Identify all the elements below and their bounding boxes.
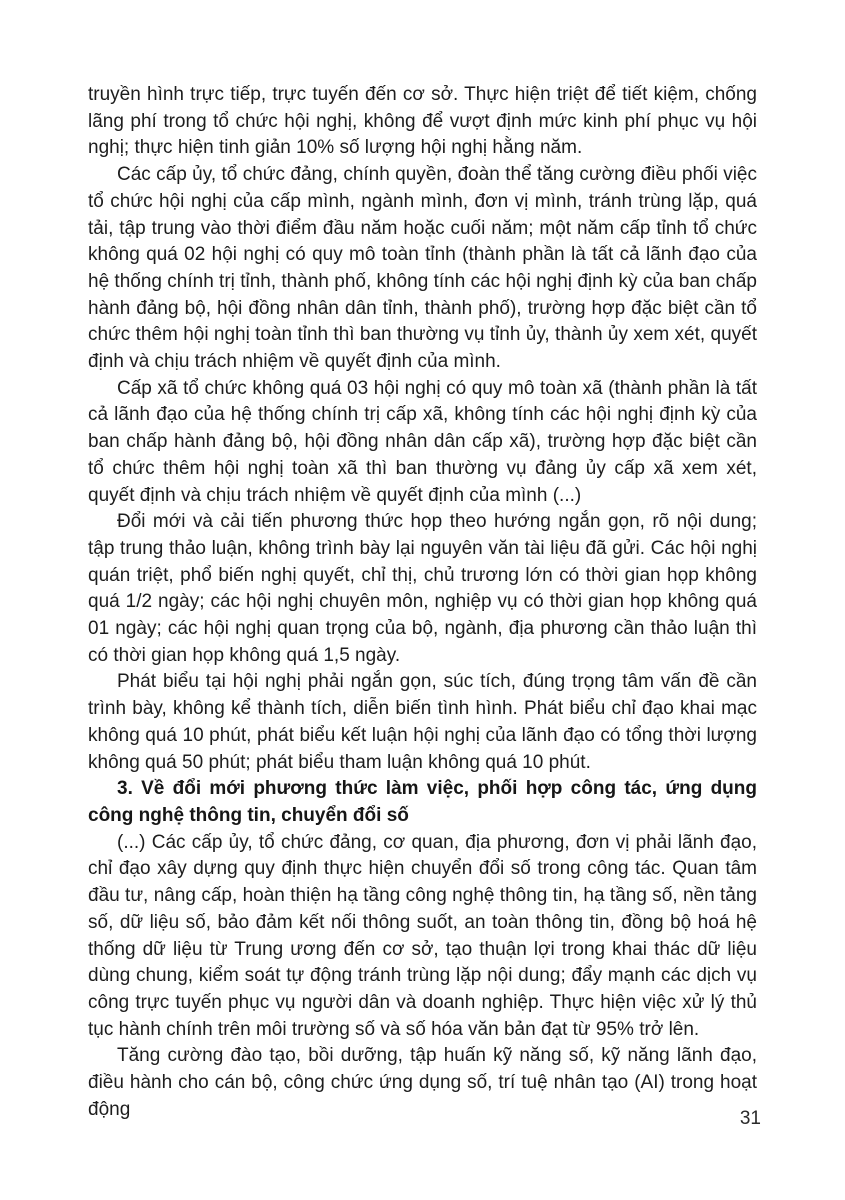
page-body — [88, 82, 757, 1123]
paragraph-training: Tăng cường đào tạo, bồi dưỡng, tập huấn kỹ năng số, kỹ năng lãnh đạo, điều hành cho cán bộ, công chức ứng dụng số, trí tuệ nhân tạo (AI) trong hoạt động — [88, 1045, 757, 1120]
paragraph-speech-limits: Phát biểu tại hội nghị phải ngắn gọn, súc tích, đúng trọng tâm vấn đề cần trình bày, không kể thành tích, diễn biến tình hình. Phát biểu chỉ đạo khai mạc không quá 10 phút, phát biểu kết luận hội nghị của lãnh đạo có tổng thời lượng không quá 50 phút; phát biểu tham luận không quá 10 phút. — [88, 671, 757, 773]
section-heading: 3. Về đổi mới phương thức làm việc, phối hợp công tác, ứng dụng công nghệ thông tin, chuyển đổi số — [88, 778, 757, 826]
paragraph-meeting-format: Đổi mới và cải tiến phương thức họp theo hướng ngắn gọn, rõ nội dung; tập trung thảo luận, không trình bày lại nguyên văn tài liệu đã gửi. Các hội nghị quán triệt, phổ biến nghị quyết, chỉ thị, chủ trương lớn có thời gian họp không quá 1/2 ngày; các hội nghị chuyên môn, nghiệp vụ có thời gian họp không quá 01 ngày; các hội nghị quan trọng của bộ, ngành, địa phương cần thảo luận thì có thời gian họp không quá 1,5 ngày. — [88, 511, 757, 666]
paragraph-continuation: truyền hình trực tiếp, trực tuyến đến cơ sở. Thực hiện triệt để tiết kiệm, chống lãng phí trong tổ chức hội nghị, không để vượt định mức kinh phí phục vụ hội nghị; thực hiện tinh giản 10% số lượng hội nghị hằng năm. — [88, 84, 757, 159]
paragraph-conference-coordination: Các cấp ủy, tổ chức đảng, chính quyền, đoàn thể tăng cường điều phối việc tổ chức hội nghị của cấp mình, ngành mình, đơn vị mình, tránh trùng lặp, quá tải, tập trung vào thời điểm đầu năm hoặc cuối năm; một năm cấp tỉnh tổ chức không quá 02 hội nghị có quy mô toàn tỉnh (thành phần là tất cả lãnh đạo của hệ thống chính trị tỉnh, thành phố, không tính các hội nghị định kỳ của ban chấp hành đảng bộ, hội đồng nhân dân tỉnh, thành phố), trường hợp đặc biệt cần tổ chức thêm hội nghị toàn tỉnh thì ban thường vụ tỉnh ủy, thành ủy xem xét, quyết định và chịu trách nhiệm về quyết định của mình. — [88, 164, 757, 373]
page-number: 31 — [739, 1108, 761, 1129]
paragraph-commune-conferences: Cấp xã tổ chức không quá 03 hội nghị có quy mô toàn xã (thành phần là tất cả lãnh đạo của hệ thống chính trị cấp xã, không tính các hội nghị định kỳ của ban chấp hành đảng bộ, hội đồng nhân dân cấp xã), trường hợp đặc biệt cần tổ chức thêm hội nghị toàn xã thì ban thường vụ đảng ủy cấp xã xem xét, quyết định và chịu trách nhiệm về quyết định của mình (...) — [88, 377, 757, 506]
paragraph-digital-transformation: (...) Các cấp ủy, tổ chức đảng, cơ quan, địa phương, đơn vị phải lãnh đạo, chỉ đạo xây dựng quy định thực hiện chuyển đổi số trong công tác. Quan tâm đầu tư, nâng cấp, hoàn thiện hạ tầng công nghệ thông tin, hạ tầng số, nền tảng số, dữ liệu số, bảo đảm kết nối thông suốt, an toàn thông tin, đồng bộ hoá hệ thống dữ liệu từ Trung ương đến cơ sở, tạo thuận lợi trong khai thác dữ liệu dùng chung, kiểm soát tự động tránh trùng lặp nội dung; đẩy mạnh các dịch vụ công trực tuyến phục vụ người dân và doanh nghiệp. Thực hiện việc xử lý thủ tục hành chính trên môi trường số và số hóa văn bản đạt từ 95% trở lên. — [88, 831, 757, 1040]
